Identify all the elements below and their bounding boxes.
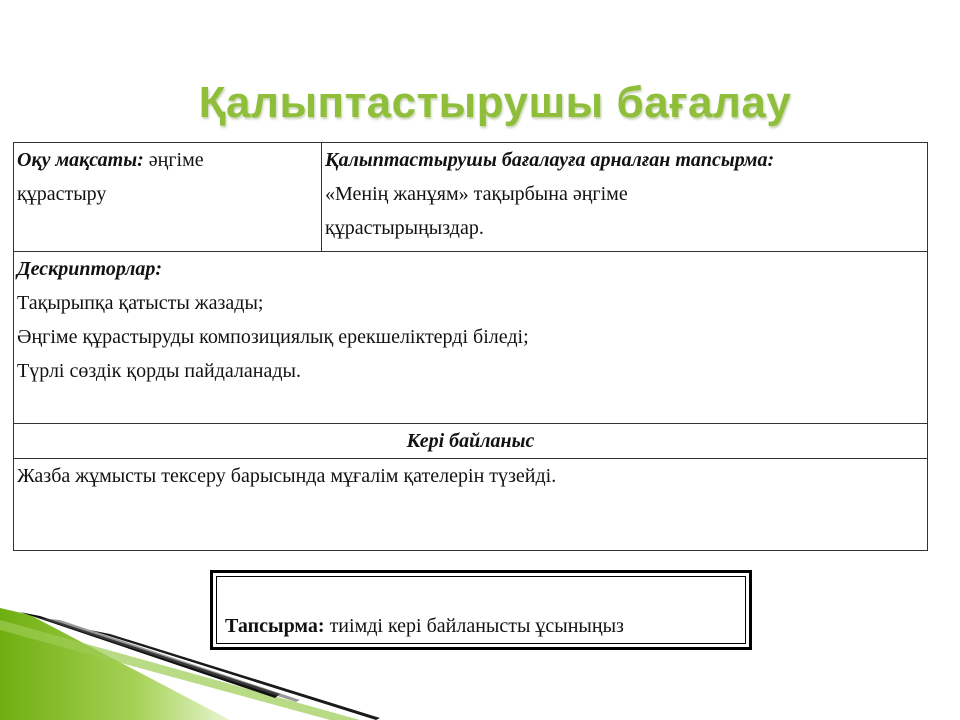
task-label: Қалыптастырушы бағалауға арналған тапсырма: [325,149,775,171]
table-row [14,143,928,252]
table-row [14,424,928,459]
task-box [210,570,752,650]
feedback-heading-cell [14,424,928,459]
page-title: Қалыптастырушы бағалау [198,78,792,127]
task-box-text [225,615,624,638]
descriptor-item: Әңгіме құрастыруды композициялық ерекшеліктерді біледі; [17,326,529,348]
descriptors-cell [14,252,928,424]
task-box-content: тиімді кері байланысты ұсыныңыз [324,615,624,637]
descriptor-item: Тақырыпқа қатысты жазады; [17,292,264,314]
learning-objective-cell [14,143,322,252]
assessment-table [13,142,928,551]
feedback-text-cell [14,459,928,551]
task-cell [322,143,928,252]
table-row [14,459,928,551]
objective-label: Оқу мақсаты: [17,149,144,171]
task-text-cont: құрастырыңыздар. [325,217,484,239]
descriptors-label: Дескрипторлар: [17,258,162,280]
feedback-text: Жазба жұмысты тексеру барысында мұғалім қателерін түзейді. [17,465,557,487]
objective-text: әңгіме [143,149,204,171]
table-row [14,252,928,424]
feedback-heading: Кері байланыс [406,430,535,452]
objective-text-cont: құрастыру [17,183,107,205]
task-box-label: Тапсырма: [225,615,325,637]
task-text: «Менің жанұям» тақырбына әңгіме [325,183,628,205]
descriptor-item: Түрлі сөздік қорды пайдаланады. [17,360,301,382]
